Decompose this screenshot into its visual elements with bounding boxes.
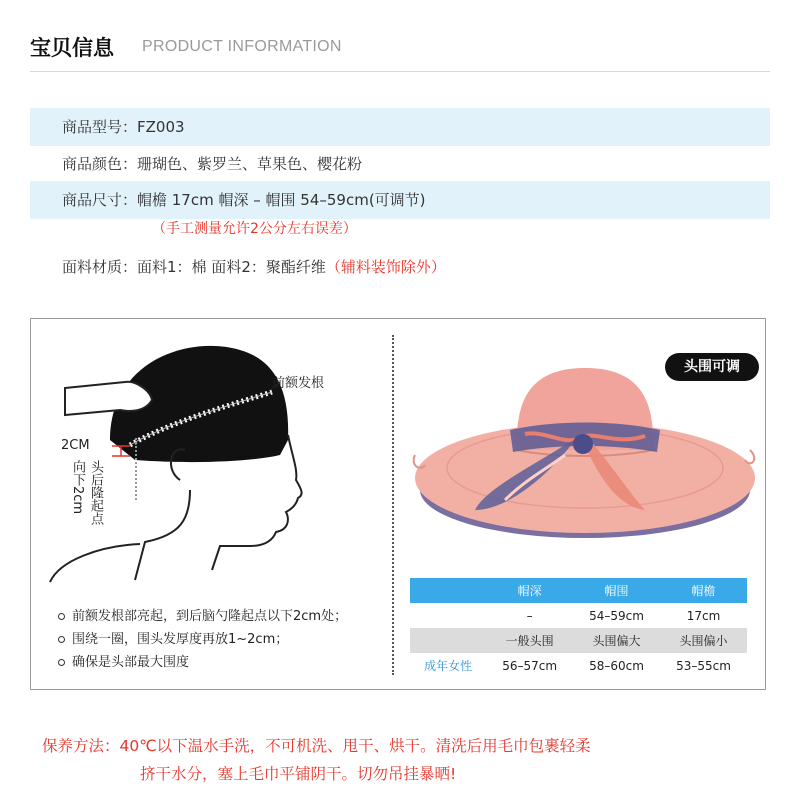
table-cell: 54–59cm <box>589 608 644 623</box>
care-line-1: 保养方法：40℃以下温水手洗，不可机洗、甩干、烘干。清洗后用毛巾包裹轻柔 <box>42 737 591 755</box>
table-row <box>410 603 747 628</box>
table-header-cell: 帽深 <box>486 578 573 603</box>
table-cell: 成年女性 <box>424 659 473 673</box>
table-row <box>410 628 747 653</box>
section-title: 宝贝信息 <box>30 36 114 60</box>
label-2cm: 2CM <box>61 438 90 453</box>
table-header-cell: 帽围 <box>573 578 660 603</box>
table-cell <box>410 603 486 628</box>
measure-instructions <box>58 605 347 674</box>
spec-color: 商品颜色：珊瑚色、紫罗兰、草果色、樱花粉 <box>62 155 363 173</box>
panel-divider <box>392 335 394 675</box>
spec-model: 商品型号：FZ003 <box>30 108 770 146</box>
size-table <box>410 578 747 678</box>
label-back-point: 头后隆起点 <box>88 460 103 525</box>
adjustable-badge: 头围可调 <box>665 353 759 381</box>
table-header-cell <box>410 578 486 603</box>
table-header-cell: 帽檐 <box>660 578 747 603</box>
spec-size: 商品尺寸：帽檐 17cm 帽深 – 帽围 54–59cm(可调节) <box>30 181 770 219</box>
table-cell: 17cm <box>686 608 721 623</box>
table-cell: 头围偏小 <box>660 628 747 653</box>
list-item: 围绕一圈，围头发厚度再放1~2cm； <box>58 628 347 651</box>
list-item: 确保是头部最大围度 <box>58 651 347 674</box>
table-cell: 53–55cm <box>676 658 731 673</box>
section-subtitle: PRODUCT INFORMATION <box>142 38 342 55</box>
hat-photo <box>405 360 765 560</box>
table-row <box>410 653 747 678</box>
care-instructions <box>42 732 762 788</box>
table-cell: – <box>526 608 533 623</box>
table-cell <box>410 628 486 653</box>
table-cell: 56–57cm <box>502 658 558 673</box>
section-header <box>30 32 770 72</box>
spec-material: 面料材质：面料1：棉 面料2：聚酯纤维（辅料装饰除外） <box>62 258 446 276</box>
list-item: 前额发根部亮起，到后脑勺隆起点以下2cm处； <box>58 605 347 628</box>
label-down-2cm: 向下2cm <box>70 460 85 515</box>
table-cell: 头围偏大 <box>573 628 660 653</box>
label-forehead: 前额发根 <box>272 376 325 391</box>
size-note: （手工测量允许2公分左右误差） <box>152 221 357 237</box>
care-line-2: 挤干水分，塞上毛巾平铺阴干。切勿吊挂暴晒! <box>140 765 457 783</box>
table-cell: 一般头围 <box>486 628 573 653</box>
table-header-row <box>410 578 747 603</box>
table-cell: 58–60cm <box>589 658 644 673</box>
